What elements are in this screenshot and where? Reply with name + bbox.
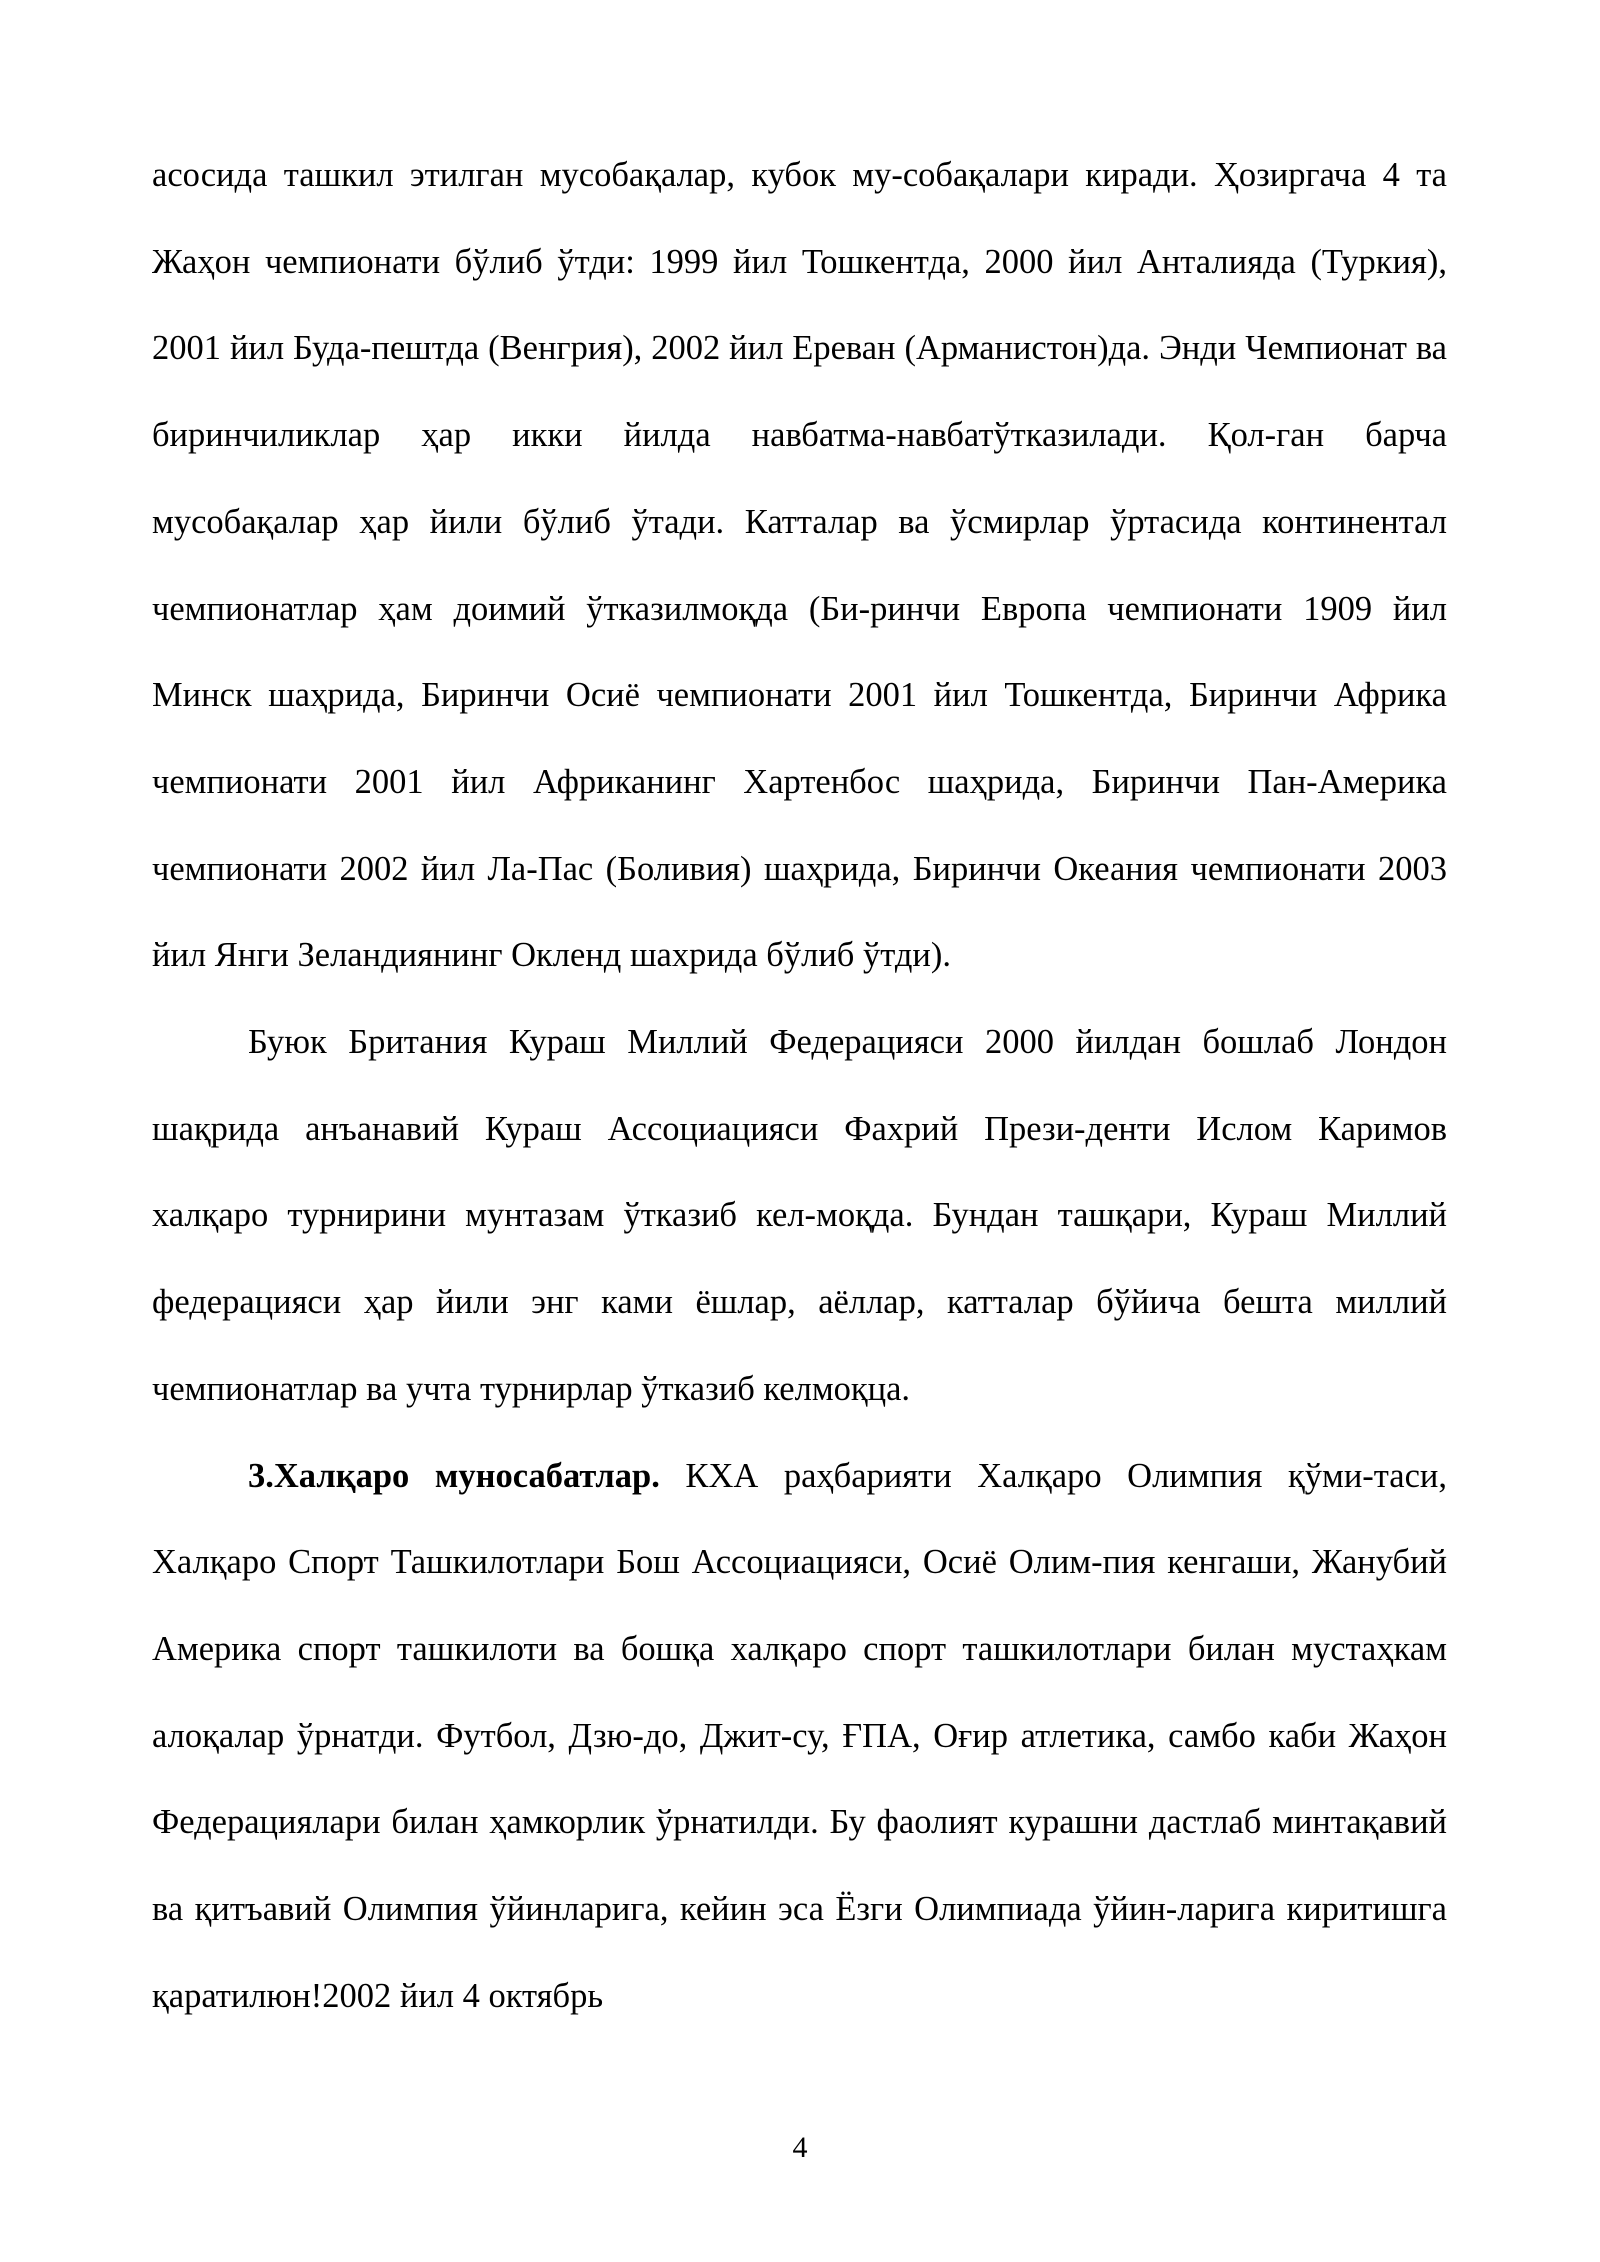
paragraph-text: асосида ташкил этилган мусобақалар, кубок му-собақалари киради. Ҳозиргача 4 та Жаҳон чемпионати бўлиб ўтди: 1999 йил Тошкентда, 2000 йил Анталияда (Туркия), 2001 йил Буда-пештда (Венгрия), 2002 йил Ереван (Арманистон)да. Энди Чемпионат ва биринчиликлар ҳар икки йилда навбатма-навбатўтказилади. Қол-ган барча мусобақалар ҳар йили бўлиб ўтади. Катталар ва ўсмирлар ўртасида континентал чемпионатлар ҳам доимий ўтказилмоқда (Би-ринчи Европа чемпионати 1909 йил Минск шаҳрида, Биринчи Осиё чемпионати 2001 йил Тошкентда, Биринчи Африка чемпионати 2001 йил Африканинг Хартенбос шаҳрида, Биринчи Пан-Америка чемпионати 2002 йил Ла-Пас (Боливия) шаҳрида, Биринчи Океания чемпионати 2003 йил Янги Зеландиянинг Окленд шахрида бўлиб ўтди).: [152, 156, 1447, 975]
paragraph-text: КХА раҳбарияти Халқаро Олимпия қўми-таси, Халқаро Спорт Ташкилотлари Бош Ассоциацияси, Осиё Олим-пия кенгаши, Жанубий Америка спорт ташкилоти ва бошқа халқаро спорт ташкилотлари билан мустаҳкам алоқалар ўрнатди. Футбол, Дзю-до, Джит-су, ҒПА, Оғир атлетика, самбо каби Жаҳон Федерациялари билан ҳамкорлик ўрнатилди. Бу фаолият курашни дастлаб минтақавий ва қитъавий Олимпия ўйинларига, кейин эса Ёзги Олимпиада ўйин-ларига киритишга қаратилюн!2002 йил 4 октябрь: [152, 1456, 1447, 2015]
page-number: 4: [792, 2131, 808, 2164]
paragraph-british-federation: [152, 999, 1447, 1433]
paragraph-text: Буюк Британия Кураш Миллий Федерацияси 2000 йилдан бошлаб Лондон шақрида анъанавий Кураш Ассоциацияси Фахрий Прези-денти Ислом Каримов халқаро турнирини мунтазам ўтказиб кел-моқда. Бундан ташқари, Кураш Миллий федерацияси ҳар йили энг ками ёшлар, аёллар, катталар бўйича бешта миллий чемпионатлар ва учта турнирлар ўтказиб келмоқца.: [152, 1023, 1447, 1408]
paragraph-championships: [152, 132, 1447, 999]
document-page: [152, 132, 1447, 2039]
paragraph-international-relations: [152, 1433, 1447, 2040]
section-heading: 3.Халқаро муносабатлар.: [248, 1456, 660, 1495]
